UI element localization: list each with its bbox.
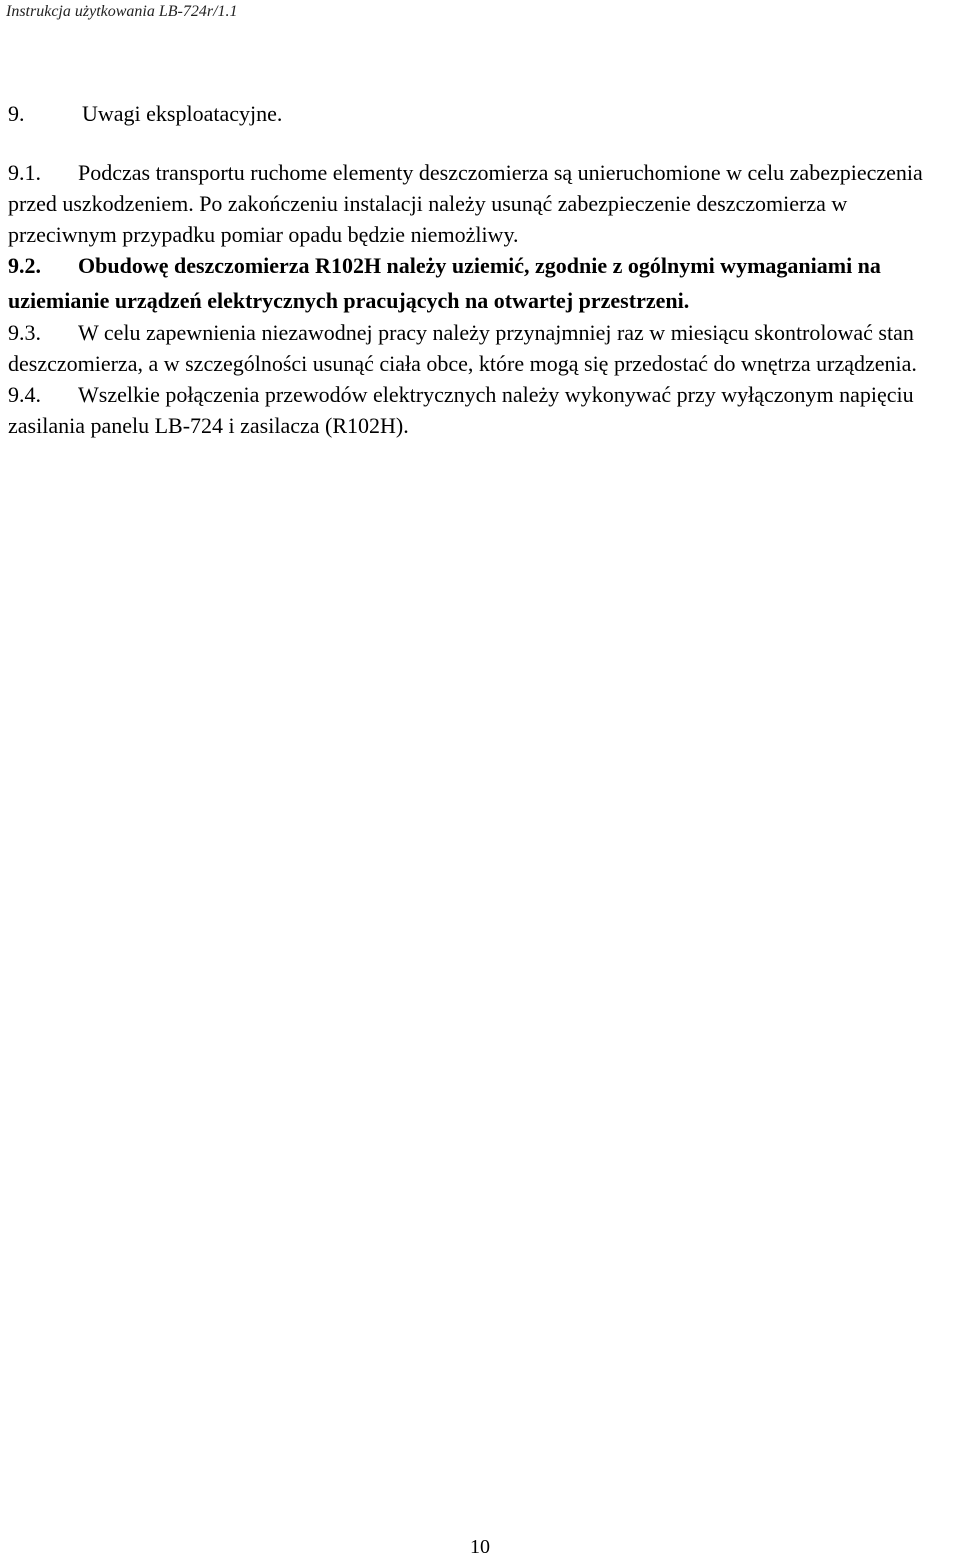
running-header: Instrukcja użytkowania LB-724r/1.1 xyxy=(6,3,238,20)
section-heading xyxy=(8,99,282,129)
paragraph-9-3 xyxy=(8,317,958,379)
page-number: 10 xyxy=(470,1536,490,1558)
document-body xyxy=(8,157,958,441)
paragraph-number: 9.1. xyxy=(8,160,41,185)
section-title: Uwagi eksploatacyjne. xyxy=(82,101,283,126)
paragraph-number: 9.4. xyxy=(8,382,41,407)
paragraph-text: Obudowę deszczomierza R102H należy uziemić, zgodnie z ogólnymi wymaganiami na uziemianie urządzeń elektrycznych pracujących na otwartej przestrzeni. xyxy=(8,253,881,313)
paragraph-9-2 xyxy=(8,248,958,318)
paragraph-number: 9.3. xyxy=(8,320,41,345)
paragraph-9-4 xyxy=(8,379,958,441)
paragraph-text: Wszelkie połączenia przewodów elektrycznych należy wykonywać przy wyłączonym napięciu zasilania panelu LB-724 i zasilacza (R102H). xyxy=(8,382,914,438)
paragraph-number: 9.2. xyxy=(8,253,41,278)
paragraph-9-1 xyxy=(8,157,958,250)
paragraph-text: Podczas transportu ruchome elementy deszczomierza są unieruchomione w celu zabezpieczenia przed uszkodzeniem. Po zakończeniu instalacji należy usunąć zabezpieczenie deszczomierza w przeciwnym przypadku pomiar opadu będzie niemożliwy. xyxy=(8,160,923,247)
paragraph-text: W celu zapewnienia niezawodnej pracy należy przynajmniej raz w miesiącu skontrolować stan deszczomierza, a w szczególności usunąć ciała obce, które mogą się przedostać do wnętrza urządzenia. xyxy=(8,320,917,376)
section-number: 9. xyxy=(8,101,25,126)
